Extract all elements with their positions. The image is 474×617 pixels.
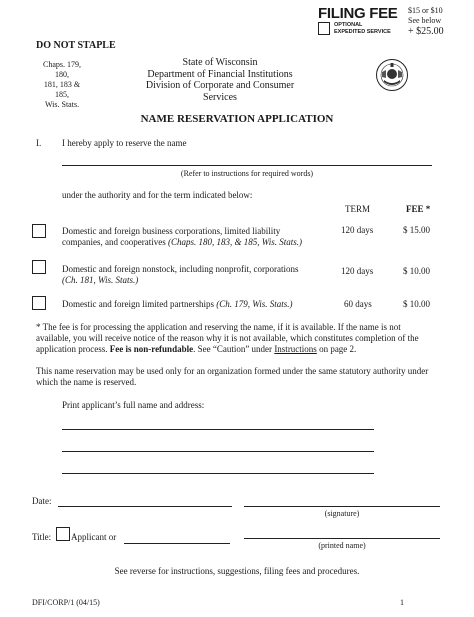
applicant-or-label: Applicant or <box>71 532 117 542</box>
term-header: TERM <box>345 204 371 214</box>
footer-note: See reverse for instructions, suggestions, filing fees and procedures. <box>114 566 360 576</box>
signature-label: (signature) <box>324 509 360 518</box>
signature-field[interactable] <box>244 506 440 507</box>
limited-partnership-term: 60 days <box>344 299 372 309</box>
expedited-fee: + $25.00 <box>408 26 444 37</box>
applicant-line-1[interactable] <box>62 429 374 430</box>
section-number: I. <box>36 138 42 148</box>
date-field[interactable] <box>58 506 232 507</box>
see-below: See below <box>408 16 442 25</box>
fee-header: FEE * <box>406 204 431 214</box>
authority-text: under the authority and for the term indicated below: <box>62 190 253 200</box>
statutes: Chaps. 179, 180, 181, 183 & 185, Wis. Stats. <box>43 60 81 109</box>
business-corp-term: 120 days <box>341 225 374 235</box>
nonstock-corp-fee: $ 10.00 <box>403 266 430 276</box>
date-label: Date: <box>32 496 52 506</box>
agency-block <box>130 57 310 103</box>
page-number: 1 <box>400 598 404 607</box>
limited-partnership-checkbox[interactable] <box>32 296 46 310</box>
do-not-staple: DO NOT STAPLE <box>36 40 116 51</box>
printed-name-field[interactable] <box>244 538 440 539</box>
name-field-hint: (Refer to instructions for required words) <box>180 169 314 178</box>
agency-division: Division of Corporate and Consumer Services <box>145 80 295 103</box>
title-label: Title: <box>32 532 52 542</box>
intro-text: I hereby apply to reserve the name <box>62 138 187 148</box>
form-id: DFI/CORP/1 (04/15) <box>32 598 100 607</box>
limited-partnership-description: Domestic and foreign limited partnerships (Ch. 179, Wis. Stats.) <box>62 299 293 309</box>
limited-partnership-fee: $ 10.00 <box>403 299 430 309</box>
business-corp-description: Domestic and foreign business corporations, limited liability companies, and cooperatives (Chaps. 180, 183, & 185, Wis. Stats.) <box>62 226 302 247</box>
applicant-line-3[interactable] <box>62 473 374 474</box>
fee-note: * The fee is for processing the application and reserving the name, if it is available. If the name is not available, you will receive notice of the reason why it is not available, which constitutes completion of the application process. Fee is non-refundable. See “Caution” under Instructions on page 2. <box>36 322 419 354</box>
applicant-prompt: Print applicant’s full name and address: <box>62 400 205 410</box>
expedited-service-checkbox[interactable] <box>318 22 330 35</box>
usage-note: This name reservation may be used only for an organization formed under the same statutory authority under which the name is reserved. <box>36 366 429 387</box>
nonstock-corp-checkbox[interactable] <box>32 260 46 274</box>
nonstock-corp-term: 120 days <box>341 266 374 276</box>
applicant-checkbox[interactable] <box>56 527 70 541</box>
agency-department: Department of Financial Institutions <box>147 68 293 80</box>
business-corp-fee: $ 15.00 <box>403 225 430 235</box>
business-corp-checkbox[interactable] <box>32 224 46 238</box>
title-field[interactable] <box>124 543 230 544</box>
optional-expedited-label: OPTIONAL EXPEDITED SERVICE <box>334 22 391 35</box>
printed-name-label: (printed name) <box>318 541 366 550</box>
state-seal-icon <box>375 58 409 92</box>
nonstock-corp-description: Domestic and foreign nonstock, including nonprofit, corporations (Ch. 181, Wis. Stats.) <box>62 264 299 285</box>
applicant-line-2[interactable] <box>62 451 374 452</box>
filing-fee-title: FILING FEE <box>318 5 398 22</box>
agency-state: State of Wisconsin <box>182 57 258 68</box>
instructions-link[interactable]: Instructions <box>274 344 317 354</box>
fee-options: $15 or $10 <box>408 6 443 15</box>
form-title: NAME RESERVATION APPLICATION <box>140 113 334 125</box>
reserved-name-field[interactable] <box>62 165 432 166</box>
